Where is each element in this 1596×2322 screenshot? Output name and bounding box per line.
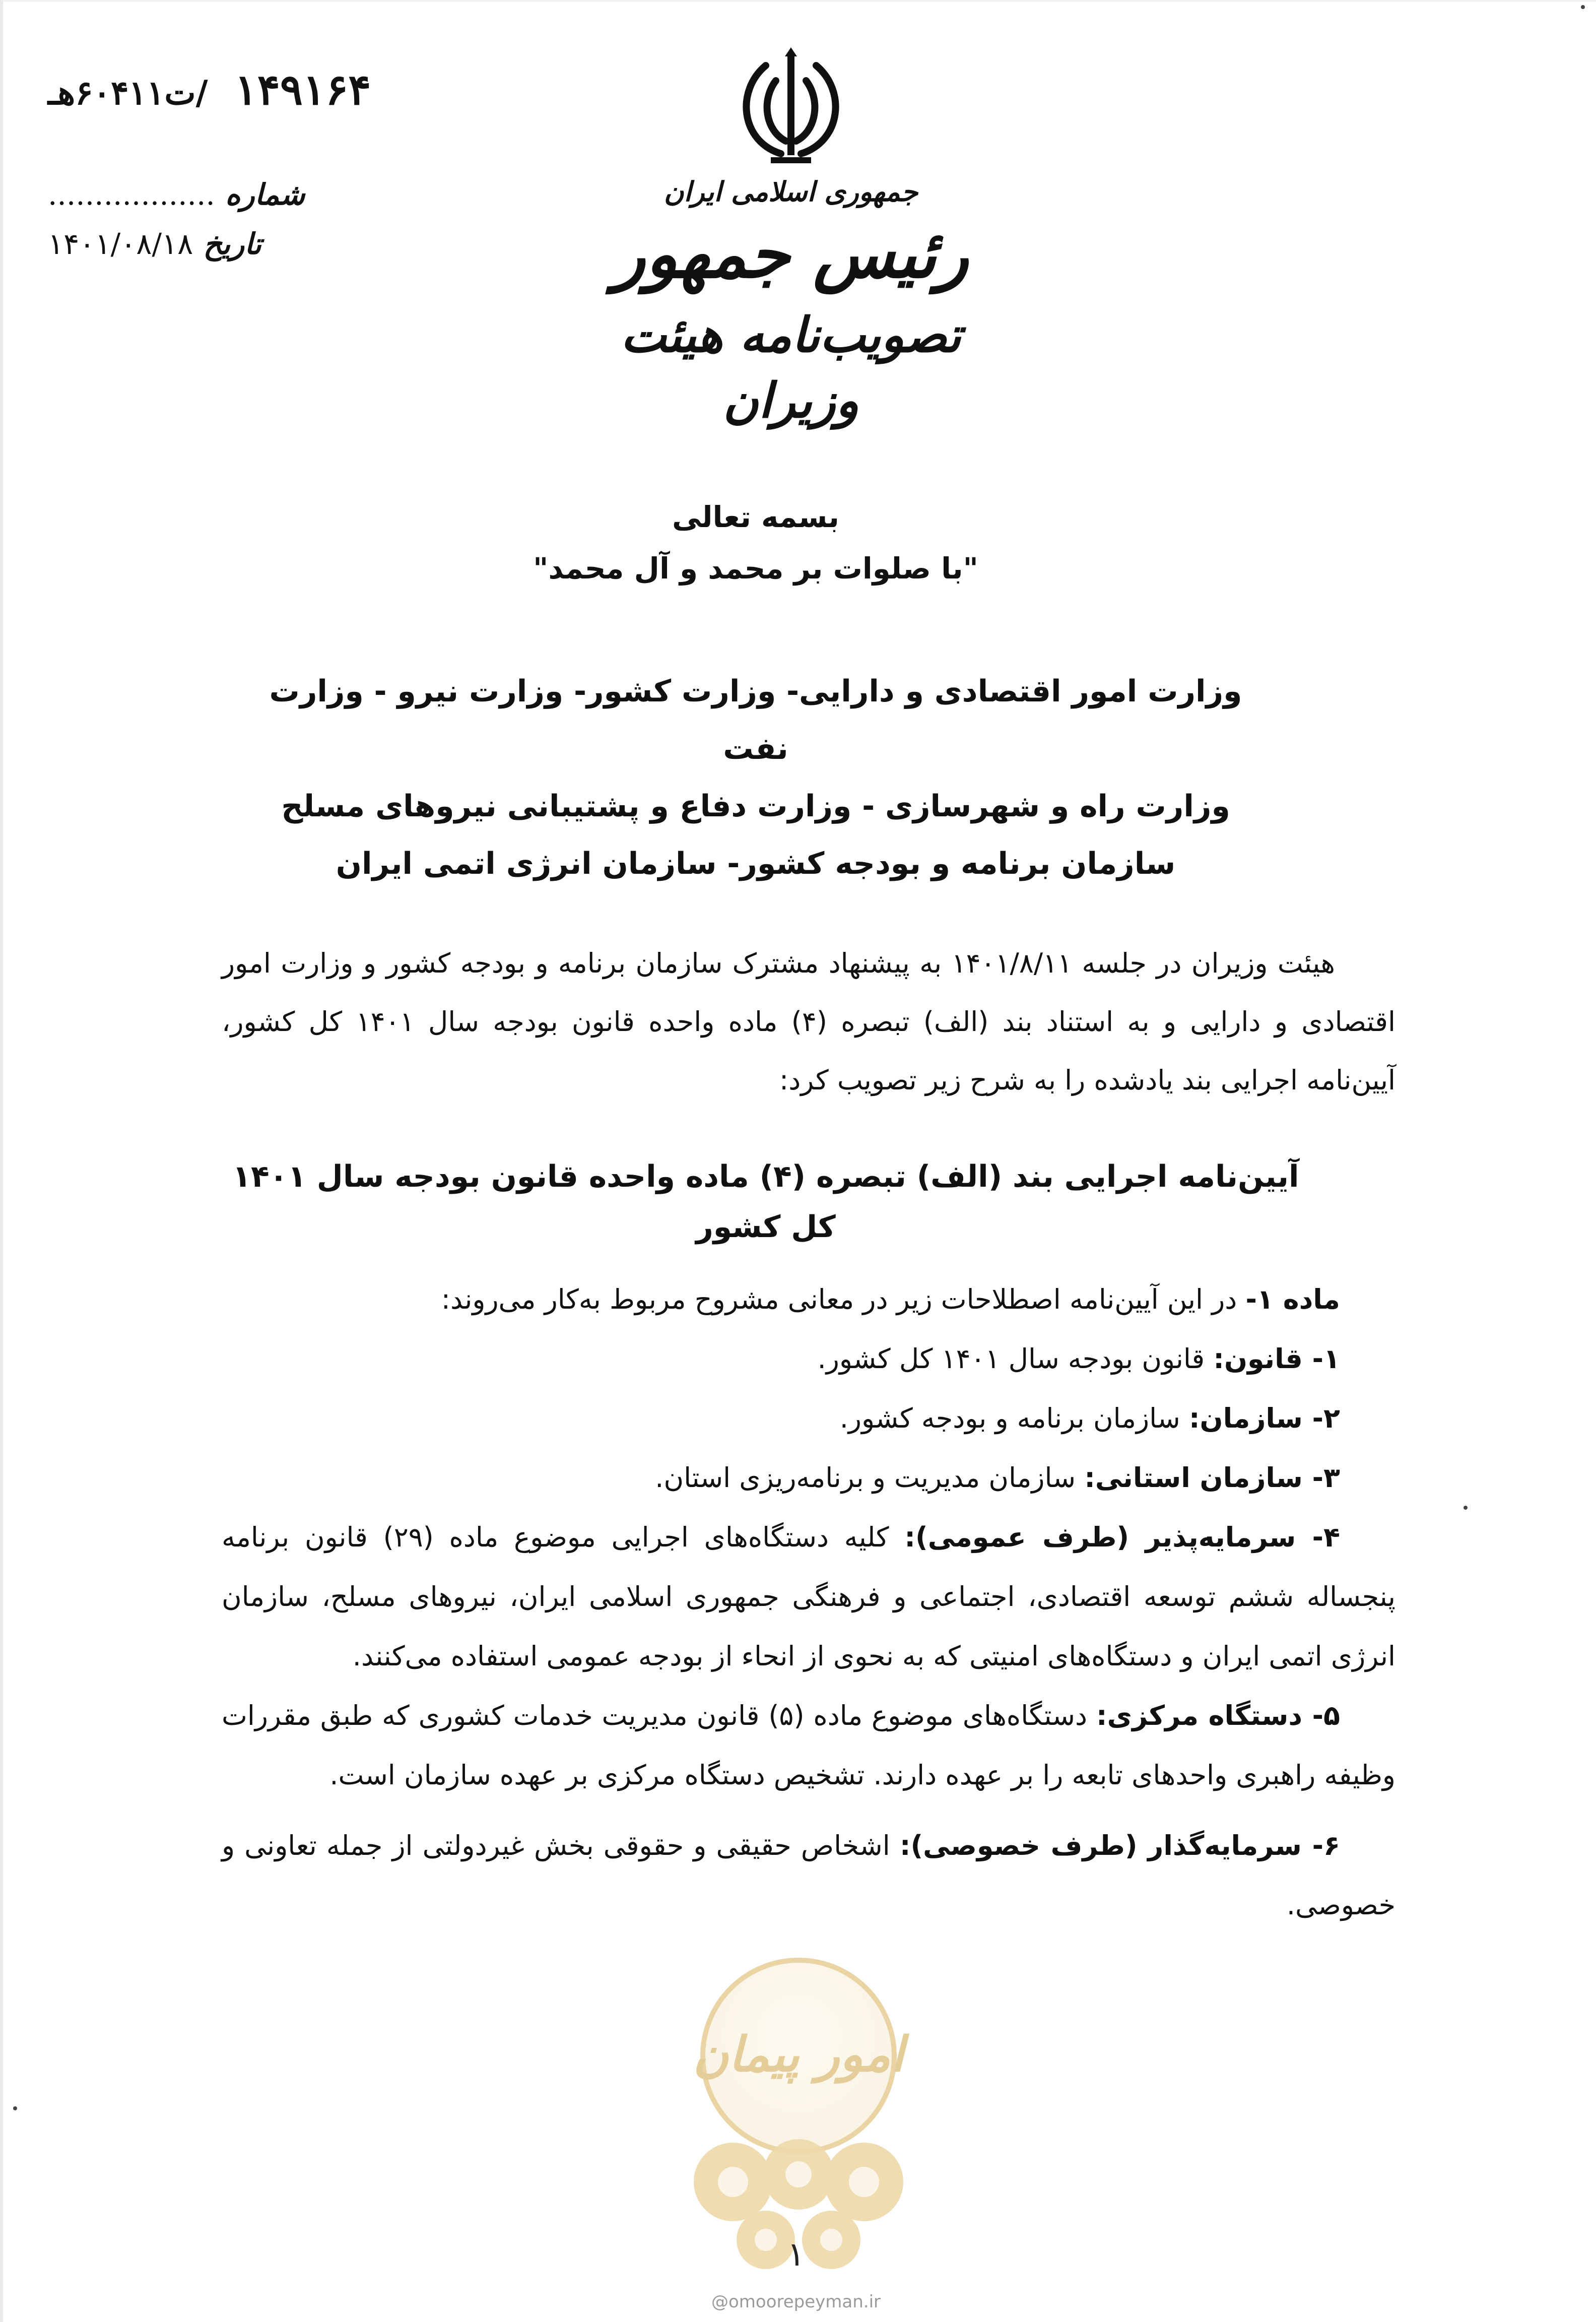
definition-text: قانون بودجه سال ۱۴۰۱ کل کشور. [817, 1343, 1214, 1375]
date-field [48, 227, 330, 261]
article-1 [222, 1270, 1395, 1935]
definition-text: اشخاص حقیقی و حقوقی بخش غیردولتی از جمله تعاونی و خصوصی. [222, 1830, 1395, 1921]
definition-item [222, 1329, 1395, 1389]
definition-term: ۲- سازمان: [1188, 1402, 1340, 1434]
recipient-line: سازمان برنامه و بودجه کشور- سازمان انرژی اتمی ایران [336, 846, 1176, 881]
definition-item [222, 1816, 1395, 1935]
intro-paragraph: هیئت وزیران در جلسه ۱۴۰۱/۸/۱۱ به پیشنهاد مشترک سازمان برنامه و بودجه کشور و وزارت امور اقتصادی و دارایی و به استناد بند (الف) تبصره (۴) ماده واحده قانون بودجه سال ۱۴۰۱ کل کشور، آیین‌نامه اجرایی بند یادشده را به شرح زیر تصویب کرد: [222, 947, 1395, 1096]
definition-term: ۶- سرمایه‌گذار (طرف خصوصی): [899, 1830, 1340, 1861]
number-label: شماره [225, 177, 305, 212]
definition-item [222, 1389, 1395, 1448]
date-value: ۱۴۰۱/۰۸/۱۸ [48, 227, 193, 261]
article-intro-text: در این آیین‌نامه اصطلاحات زیر در معانی مشروح مربوط به‌کار می‌روند: [441, 1283, 1246, 1315]
definition-item [222, 1686, 1395, 1805]
registration-number-value: ۱۴۹۱۶۴ [234, 64, 371, 114]
basmala-line-1: بسمه تعالی [672, 500, 839, 534]
page-number: ۱ [787, 2235, 805, 2274]
basmala-line-2: "با صلوات بر محمد و آل محمد" [533, 551, 978, 586]
recipients-list [252, 663, 1259, 892]
reference-code: /ت۶۰۴۱۱هـ [48, 73, 208, 112]
article-1-heading-line [222, 1270, 1395, 1329]
date-label: تاریخ [203, 227, 261, 261]
definition-item [222, 1448, 1395, 1508]
scan-dot [1464, 1506, 1468, 1510]
number-field [48, 177, 330, 212]
definition-text: سازمان مدیریت و برنامه‌ریزی استان. [655, 1462, 1085, 1494]
iran-emblem-icon [725, 45, 856, 171]
definition-term: ۳- سازمان استانی: [1084, 1462, 1340, 1494]
definition-text: سازمان برنامه و بودجه کشور. [839, 1402, 1189, 1434]
definition-term: ۴- سرمایه‌پذیر (طرف عمومی): [904, 1521, 1340, 1553]
recipient-line: وزارت امور اقتصادی و دارایی- وزارت کشور- وزارت نیرو - وزارت نفت [269, 674, 1242, 766]
definition-term: ۱- قانون: [1213, 1343, 1340, 1375]
letterhead-subtitle: تصویب‌نامه هیئت وزیران [621, 306, 961, 429]
watermark-url: @omoorepeyman.ir [711, 2292, 881, 2312]
seal-text: امور پیمان [693, 2026, 904, 2083]
registration-number [48, 64, 431, 114]
letterhead-office: رئیس جمهور [613, 215, 969, 293]
regulation-title: آیین‌نامه اجرایی بند (الف) تبصره (۴) ماده واحده قانون بودجه سال ۱۴۰۱ کل کشور [232, 1159, 1299, 1245]
scan-dot [13, 2106, 17, 2110]
definition-item [222, 1508, 1395, 1686]
definition-text: دستگاه‌های موضوع ماده (۵) قانون مدیریت خدمات کشوری که طبق مقررات وظیفه راهبری واحدهای تابعه را بر عهده دارند. تشخیص دستگاه مرکزی بر عهده سازمان است. [222, 1700, 1395, 1791]
definition-text: کلیه دستگاه‌های اجرایی موضوع ماده (۲۹) قانون برنامه پنجساله ششم توسعه اقتصادی، اجتماعی و فرهنگی جمهوری اسلامی ایران، نیروهای مسلح، سازمان انرژی اتمی ایران و دستگاه‌های امنیتی که به نحوی از انحاء از بودجه عمومی استفاده می‌کنند. [222, 1521, 1395, 1672]
number-value: .................. [48, 177, 215, 212]
definition-term: ۵- دستگاه مرکزی: [1096, 1700, 1340, 1731]
basmala [504, 491, 1008, 594]
letterhead-country: جمهوری اسلامی ایران [663, 175, 918, 208]
letterhead [554, 171, 1028, 433]
article-heading: ماده ۱- [1245, 1283, 1340, 1315]
recipient-line: وزارت راه و شهرسازی - وزارت دفاع و پشتیبانی نیروهای مسلح [281, 789, 1230, 824]
scan-dot [1581, 5, 1585, 9]
